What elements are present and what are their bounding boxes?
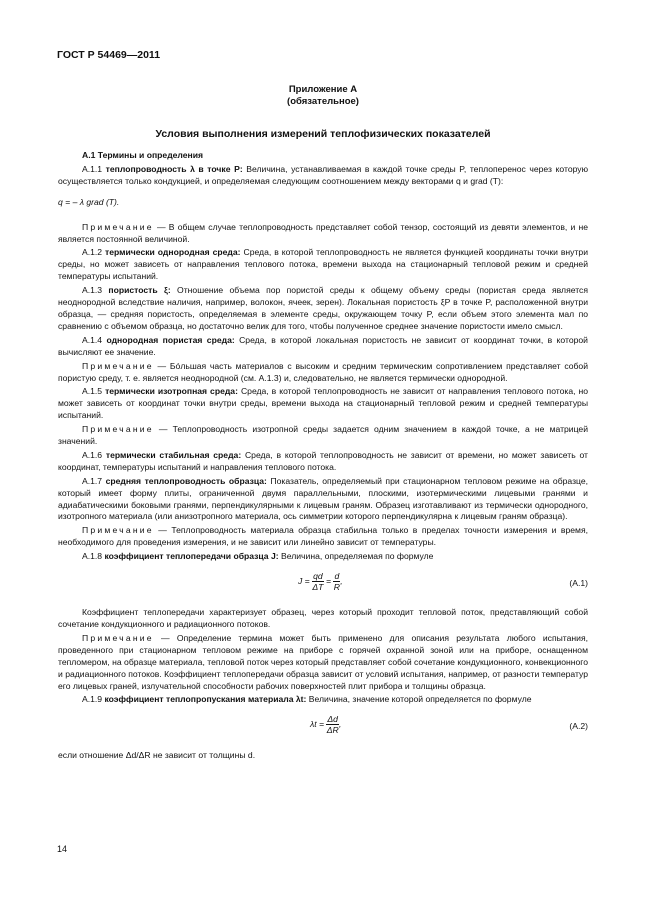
equation-a2-body: λt = $\frac{\Delta d}{\Delta R}$ , (310, 714, 342, 736)
formula-1: q = – λ grad (T). (58, 196, 120, 207)
page-number: 14 (57, 844, 68, 854)
paragraph-after-eq2: если отношение Δd/ΔR не зависит от толщины d. (58, 750, 256, 761)
section-title: Условия выполнения измерений теплофизических показателей (155, 128, 491, 140)
definition-a14: А.1.4 однородная пористая среда: Среда, в которой локальная пористость не зависит от координат точки, в которой вычисляют ее значение. (58, 334, 588, 357)
equation-a1 (58, 569, 588, 599)
document-body (58, 150, 588, 764)
equation-a1-number: (A.1) (569, 578, 588, 589)
definition-a16: А.1.6 термически стабильная среда: Среда, в которой теплопроводность не зависит от времени, но может зависеть от координат, температуры испытаний и направления теплового потока. (58, 449, 588, 472)
document-header: ГОСТ Р 54469—2011 (57, 49, 161, 61)
definition-a13: А.1.3 пористость ξ: Отношение объема пор пористой среды к общему объему среды (пористая среда является неоднородной вследствие наличия, например, волокон, ячеек, зерен). Локальная пористость ξP в точке P, расположенной внутри образца, — средняя пористость, определяемая в элементе среды, окружающем точку P, если объем этого элемента мал по сравнению с объемом образца, но достаточно велик для того, чтобы полученное среднее значение пористости имело смысл. (58, 285, 589, 331)
definition-a15: А.1.5 термически изотропная среда: Среда, в которой теплопроводность не зависит от направления теплового потока, но может зависеть от координат точки внутри среды, времени выхода на стационарный тепловой режим и средней температуры испытаний. (58, 386, 589, 421)
note-3: Примечание — Теплопроводность изотропной среды задается одним значением в каждой точке, а не матрицей значений. (58, 424, 588, 447)
note-2: Примечание — Бóльшая часть материалов с высоким и средним термическим сопротивлением представляет собой пористую среду, т. е. является неоднородной (см. А.1.3) и, следовательно, не является термически однородной. (58, 360, 588, 383)
equation-a2 (58, 712, 588, 742)
paragraph-after-eq1: Коэффициент теплопередачи характеризует образец, через который проходит тепловой поток, представляющий собой сочетание кондукционного и радиационного потоков. (58, 607, 588, 629)
appendix-subtitle: (обязательное) (287, 96, 359, 107)
equation-a2-number: (A.2) (569, 721, 588, 732)
definition-a12: А.1.2 термически однородная среда: Среда, в которой теплопроводность не является функцией координаты точки внутри среды, но может зависеть от направления теплового потока, времени выхода на стационарный тепловой режим и средней температуры испытаний. (58, 247, 588, 282)
definition-a17: А.1.7 средняя теплопроводность образца: Показатель, определяемый при стационарном тепловом режиме на образце, который имеет форму плиты, ограниченной двумя параллельными, плоскими, изотермическими лицевыми гранями и адиабатическими боковыми гранями, перпендикулярными к лицевым граням. Образец изготавливают из термически однородного, изотропного материала (или анизотропного материала, ось симметрии которого перпендикулярна к лицевым граням образца). (58, 475, 589, 522)
definition-a19: А.1.9 коэффициент теплопропускания материала λt: Величина, значение которой определяется по формуле (82, 694, 532, 705)
note-5: Примечание — Определение термина может быть применено для описания результата любого испытания, проведенного при стационарном тепловом режиме на приборе с горячей охранной зоной или на приборе, оснащенном тепломером, на образце материала, тепловой поток через который представляет собой сочетание кондукционного, конвекционного и радиационного потоков. Коэффициент теплопередачи образца зависит от условий испытания, например, от разности температур его лицевых граней, излучательной способности рабочих поверхностей плит прибора и толщины образца. (58, 632, 589, 691)
equation-a1-body: J = $\frac{qd}{\Delta T}$ = $\frac{d}{R}$ , (298, 571, 343, 593)
definition-a18: А.1.8 коэффициент теплопередачи образца J: Величина, определяемая по формуле (82, 551, 434, 562)
a1-heading: А.1 Термины и определения (82, 150, 204, 160)
note-1: Примечание — В общем случае теплопроводность представляет собой тензор, состоящий из девяти элементов, и не является постоянной величиной. (58, 221, 589, 244)
note-4: Примечание — Теплопроводность материала образца стабильна только в пределах точности измерения и время, необходимого для проведения измерения, и не зависит или линейно зависит от температуры. (58, 525, 588, 548)
appendix-title: Приложение А (288, 84, 358, 95)
definition-a11: А.1.1 теплопроводность λ в точке P: Величина, устанавливаемая в каждой точке среды P, теплоперенос через которую осуществляется только кондукцией, и определяемая следующим соотношением между векторами q и grad (T): (58, 163, 589, 186)
